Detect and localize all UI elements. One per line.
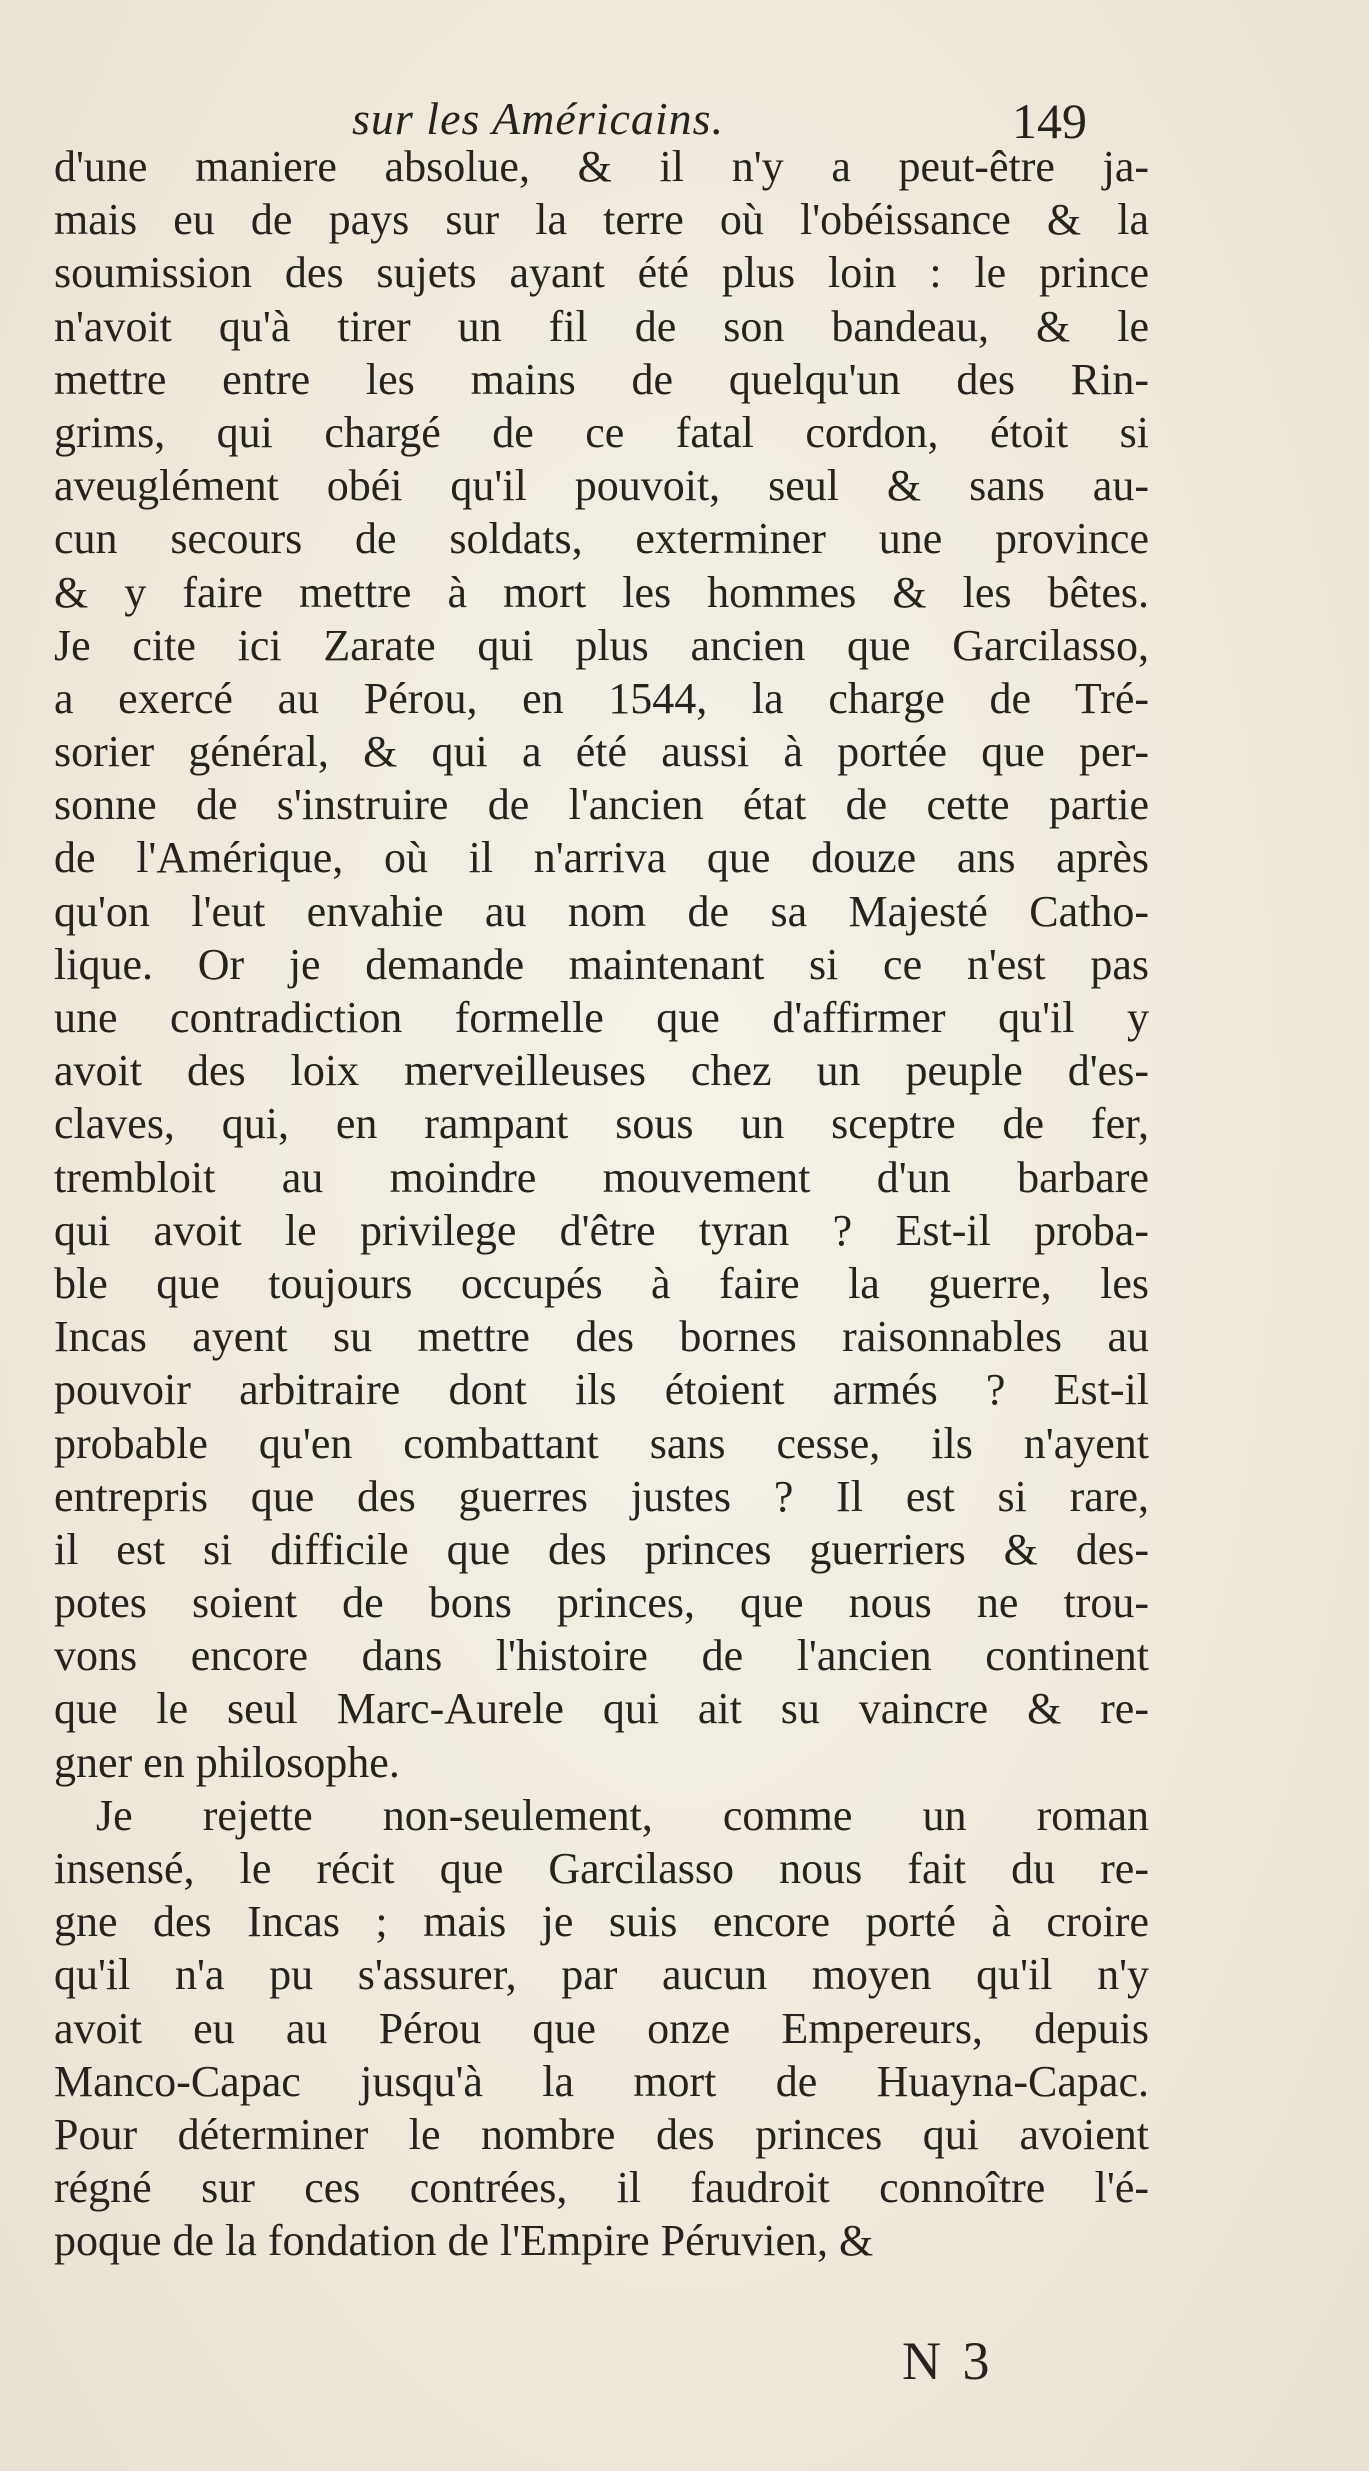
- text-line: claves, qui, en rampant sous un sceptre de fer,: [54, 1099, 1149, 1149]
- text-line: grims, qui chargé de ce fatal cordon, étoit si: [54, 407, 1149, 457]
- text-line: Manco-Capac jusqu'à la mort de Huayna-Capac.: [54, 2056, 1149, 2106]
- text-line: potes soient de bons princes, que nous ne trou-: [54, 1578, 1149, 1628]
- text-line: sorier général, & qui a été aussi à portée que per-: [54, 727, 1149, 777]
- text-line: gner en philosophe.: [54, 1737, 400, 1787]
- text-line: avoit eu au Pérou que onze Empereurs, depuis: [54, 2003, 1149, 2053]
- text-line: pouvoir arbitraire dont ils étoient armés ? Est-il: [54, 1365, 1149, 1415]
- text-line: gne des Incas ; mais je suis encore porté à croire: [54, 1897, 1149, 1947]
- text-line: Pour déterminer le nombre des princes qui avoient: [54, 2109, 1149, 2159]
- text-line: mais eu de pays sur la terre où l'obéissance & la: [54, 195, 1149, 245]
- text-line: vons encore dans l'histoire de l'ancien continent: [54, 1631, 1149, 1681]
- text-line: insensé, le récit que Garcilasso nous fait du re-: [54, 1844, 1149, 1893]
- text-line: Je cite ici Zarate qui plus ancien que Garcilasso,: [54, 620, 1149, 670]
- text-line: une contradiction formelle que d'affirmer qu'il y: [54, 993, 1149, 1042]
- running-title: sur les Américains.: [352, 93, 725, 144]
- text-line: cun secours de soldats, exterminer une province: [54, 514, 1149, 564]
- text-line: Je rejette non-seulement, comme un roman: [96, 1790, 1149, 1840]
- text-line: n'avoit qu'à tirer un fil de son bandeau, & le: [54, 301, 1149, 351]
- text-line: qui avoit le privilege d'être tyran ? Est-il proba-: [54, 1205, 1149, 1255]
- text-line: d'une maniere absolue, & il n'y a peut-être ja-: [54, 142, 1149, 191]
- signature-mark: N 3: [902, 2331, 994, 2391]
- text-line: entrepris que des guerres justes ? Il est si rare,: [54, 1471, 1149, 1521]
- page-number: 149: [1012, 93, 1087, 149]
- text-line: Incas ayent su mettre des bornes raisonnables au: [54, 1312, 1149, 1362]
- text-line: ble que toujours occupés à faire la guerre, les: [54, 1258, 1149, 1308]
- text-line: qu'il n'a pu s'assurer, par aucun moyen qu'il n'y: [54, 1950, 1149, 2000]
- text-line: il est si difficile que des princes guerriers & des-: [54, 1524, 1149, 1574]
- text-line: trembloit au moindre mouvement d'un barbare: [54, 1152, 1149, 1202]
- text-line: qu'on l'eut envahie au nom de sa Majesté Catho-: [54, 886, 1149, 936]
- text-line: de l'Amérique, où il n'arriva que douze ans après: [54, 833, 1149, 883]
- text-line: aveuglément obéi qu'il pouvoit, seul & sans au-: [54, 461, 1149, 511]
- body-text: [54, 140, 1149, 2268]
- text-line: régné sur ces contrées, il faudroit connoître l'é-: [54, 2163, 1149, 2213]
- text-line: poque de la fondation de l'Empire Péruvien, &: [54, 2216, 874, 2266]
- text-line: lique. Or je demande maintenant si ce n'est pas: [54, 939, 1149, 989]
- text-line: que le seul Marc-Aurele qui ait su vaincre & re-: [54, 1684, 1149, 1734]
- text-line: sonne de s'instruire de l'ancien état de cette partie: [54, 780, 1149, 830]
- text-line: mettre entre les mains de quelqu'un des Rin-: [54, 354, 1149, 404]
- text-line: avoit des loix merveilleuses chez un peuple d'es-: [54, 1046, 1149, 1096]
- text-line: & y faire mettre à mort les hommes & les bêtes.: [54, 567, 1149, 617]
- text-line: probable qu'en combattant sans cesse, ils n'ayent: [54, 1418, 1149, 1468]
- text-line: a exercé au Pérou, en 1544, la charge de Tré-: [54, 673, 1149, 723]
- text-line: soumission des sujets ayant été plus loin : le prince: [54, 248, 1149, 298]
